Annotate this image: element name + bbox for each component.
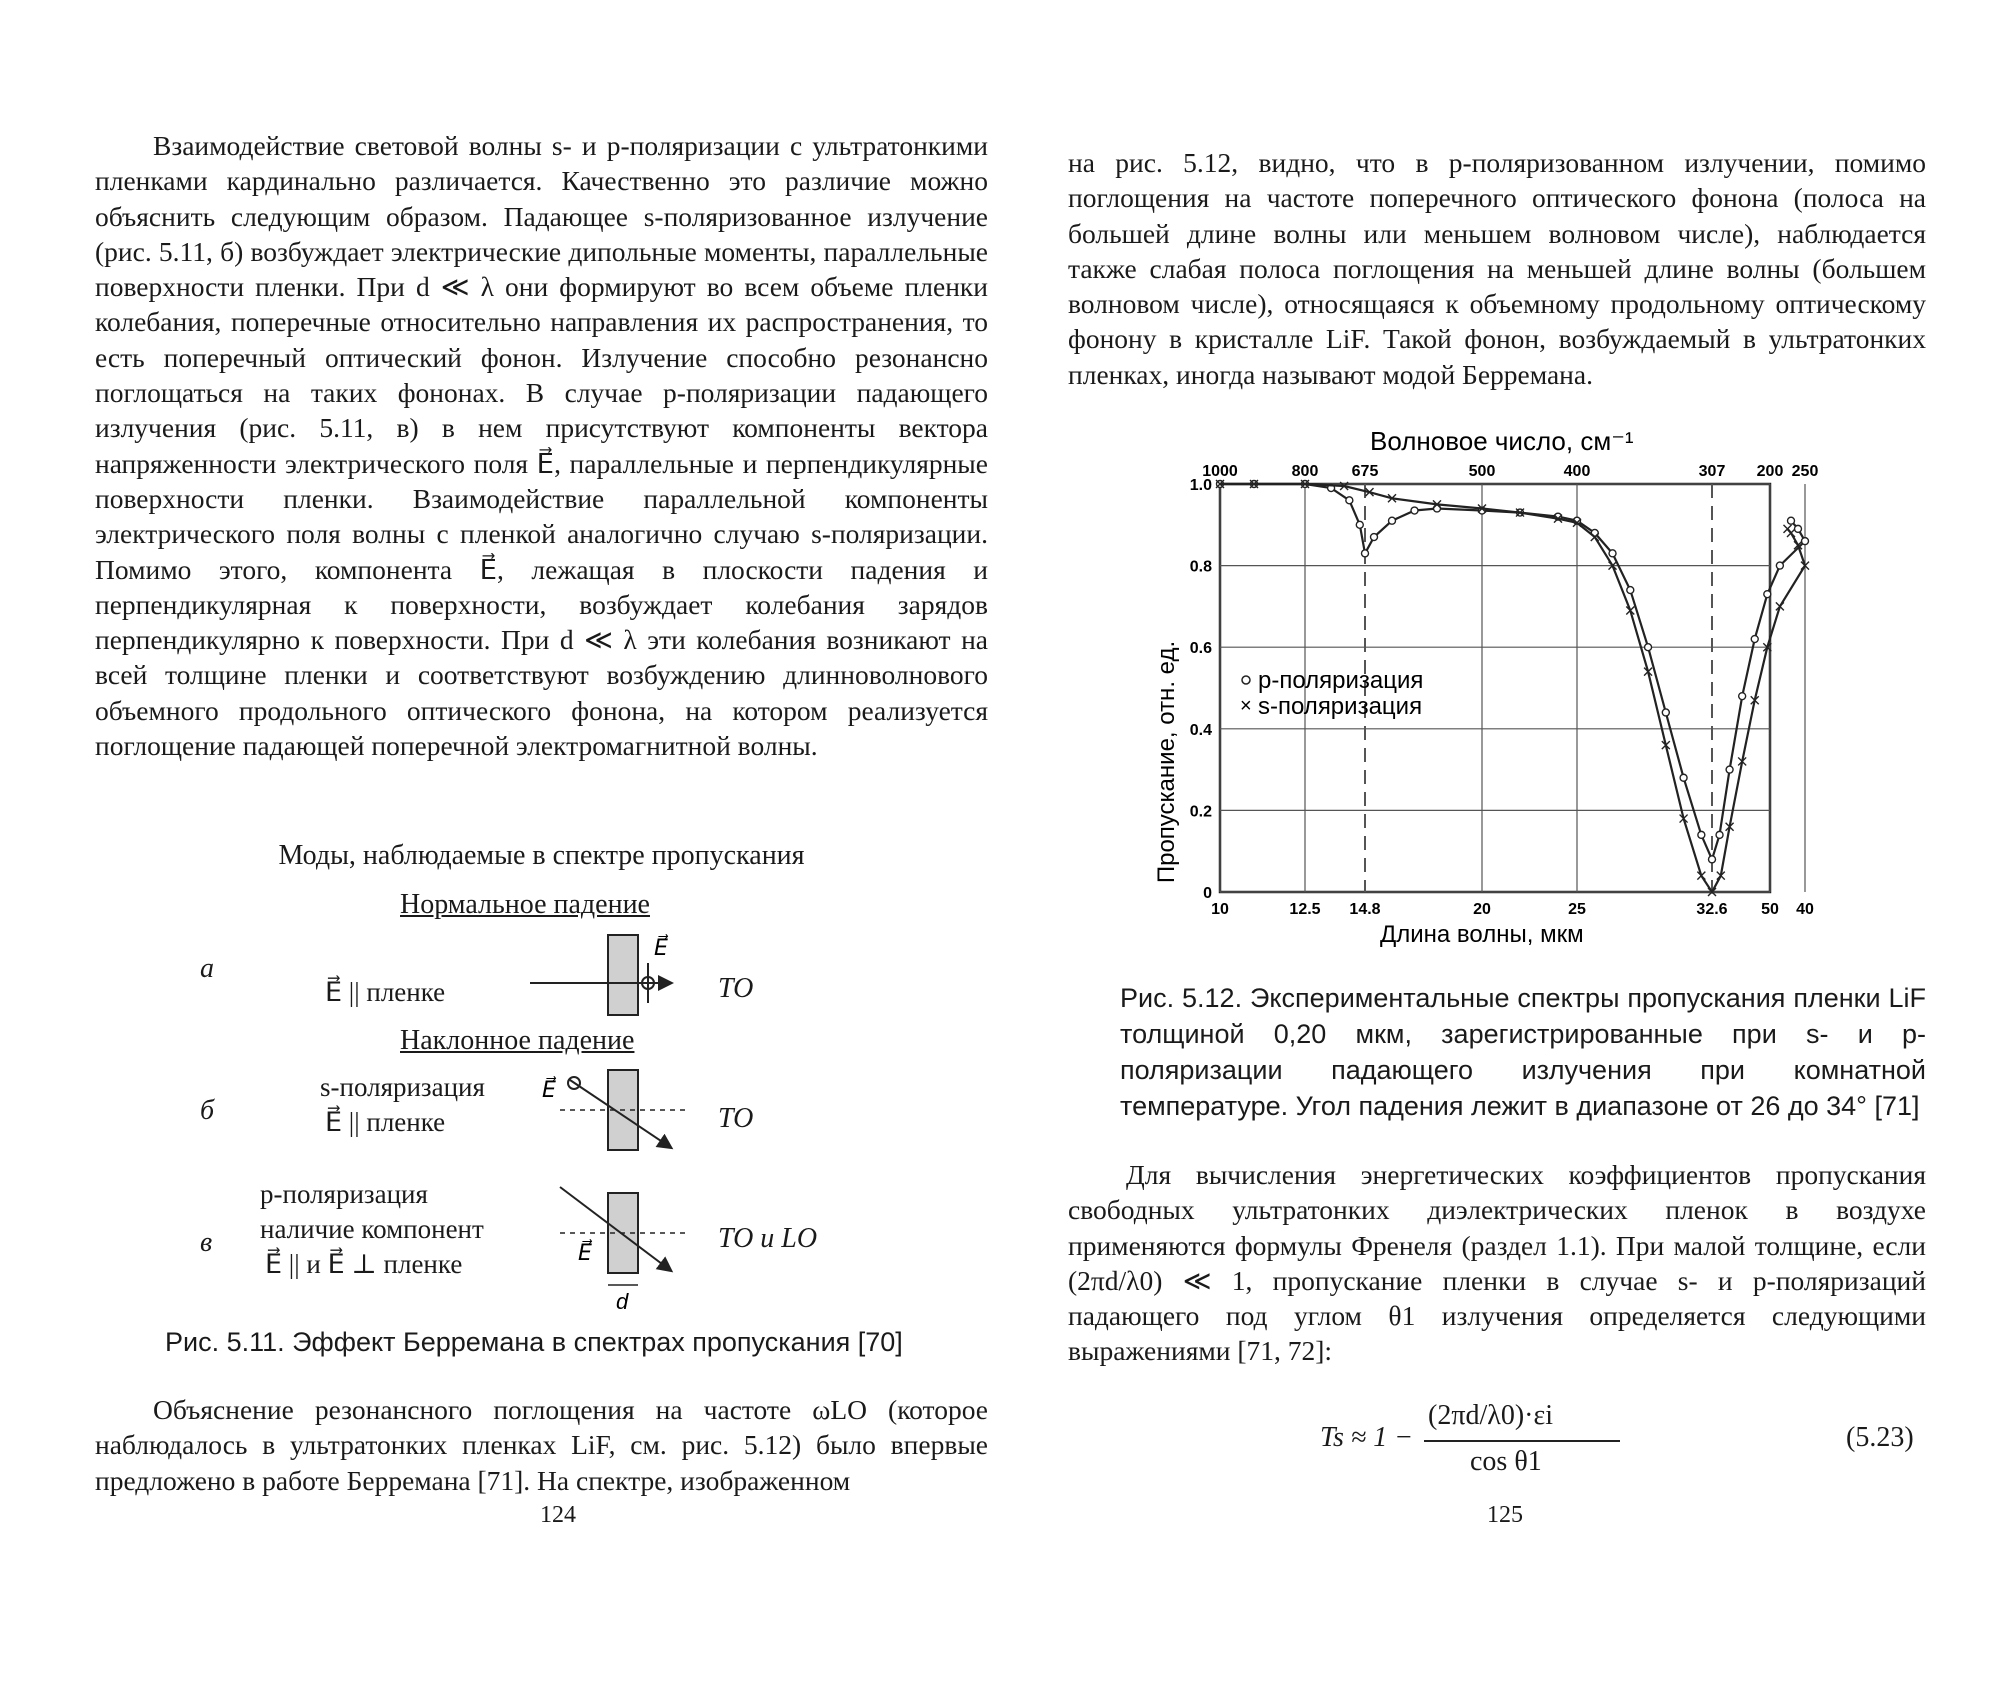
mode-a-letter: а <box>200 953 214 984</box>
figure-5-12-chart <box>1140 422 1819 952</box>
series-p-point <box>1680 774 1687 781</box>
formula-denominator: cos θ1 <box>1470 1446 1542 1477</box>
series-p-point <box>1389 517 1396 524</box>
formula-number: (5.23) <box>1846 1422 1914 1453</box>
chart-legend <box>1240 667 1423 720</box>
series-p-point <box>1788 517 1795 524</box>
left-paragraph-2: Объяснение резонансного поглощения на частоте ωLO (которое наблюдалось в ультратонких пленках LiF, см. рис. 5.12) было впервые предложено в работе Берремана [71]. На спектре, изображенном <box>95 1394 988 1496</box>
x-tick-label: 50 <box>1761 901 1779 918</box>
mode-b-label-1: s-поляризация <box>320 1072 485 1102</box>
top-tick-label: 307 <box>1698 463 1726 480</box>
mode-c-label-1: p-поляризация <box>260 1179 428 1209</box>
x-tick-label: 20 <box>1473 901 1491 918</box>
normal-incidence-heading: Нормальное падение <box>400 889 650 920</box>
mode-b-label-2: E⃗ || пленке <box>325 1107 446 1137</box>
top-tick-label: 675 <box>1351 463 1379 480</box>
mode-a-result: TO <box>718 973 754 1004</box>
series-p-point <box>1739 693 1746 700</box>
chart-title: Волновое число, см⁻¹ <box>1370 426 1634 456</box>
top-tick-label: 1000 <box>1202 463 1238 480</box>
right-paragraph-1: на рис. 5.12, видно, что в p-поляризованном излучении, помимо поглощения на частоте поперечного оптического фонона (полоса на большей длине волны или меньшем волновом числе), наблюдается также слабая полоса поглощения на меньшей длине волны (большем волновом числе), относящаяся к объемному продольному оптическому фонону в кристалле LiF. Такой фонон, возбуждаемый в ультратонких пленках, иногда называют модой Берремана. <box>1068 147 1926 390</box>
figure-5-11-title: Моды, наблюдаемые в спектре пропускания <box>278 840 805 871</box>
mode-c-label-2: наличие компонент <box>260 1214 484 1244</box>
y-tick-label: 0.8 <box>1189 558 1212 576</box>
series-p-point <box>1362 550 1369 557</box>
e-label-b: E⃗ <box>542 1077 556 1102</box>
formula-lhs: Ts ≈ 1 − <box>1320 1422 1414 1453</box>
series-p-point <box>1346 497 1353 504</box>
top-tick-label: 500 <box>1468 463 1496 480</box>
top-tick-label: 400 <box>1563 463 1591 480</box>
berreman-diagram <box>530 925 710 1325</box>
y-tick-label: 1.0 <box>1189 477 1212 494</box>
formula-5-23 <box>1320 1400 1926 1490</box>
e-label-c: E⃗ <box>578 1240 592 1265</box>
y-tick-label: 0.2 <box>1189 803 1212 821</box>
series-p-point <box>1627 587 1634 594</box>
series-s-point <box>1784 525 1792 533</box>
formula-numerator: (2πd/λ0)·εi <box>1428 1400 1554 1431</box>
figure-5-12-caption: Рис. 5.12. Экспериментальные спектры пропускания пленки LiF толщиной 0,20 мкм, зарегистрированные при s- и p-поляризации падающего излучения при комнатной температуре. Угол падения лежит в диапазоне от 26 до 34° [71] <box>1120 983 1926 1121</box>
formula-fraction-bar <box>1424 1440 1620 1442</box>
page-number-right: 125 <box>1487 1502 1523 1528</box>
chart-ylabel: Пропускание, отн. ед. <box>1153 640 1180 884</box>
series-p-point <box>1709 856 1716 863</box>
mode-c-label-3: E⃗ || и E⃗ ⊥ пленке <box>265 1249 463 1279</box>
top-tick-label: 250 <box>1791 463 1819 480</box>
y-tick-label: 0.6 <box>1189 640 1212 658</box>
series-p-point <box>1609 550 1616 557</box>
mode-b-letter: б <box>200 1095 215 1126</box>
series-p-point <box>1802 538 1809 545</box>
x-tick-label: 14.8 <box>1349 901 1381 918</box>
x-tick-label: 12.5 <box>1289 901 1321 918</box>
mode-a-label: E⃗ || пленке <box>325 977 446 1007</box>
x-tick-label: 25 <box>1568 901 1586 918</box>
x-tick-label: 40 <box>1796 901 1814 918</box>
series-p-point <box>1411 507 1418 514</box>
series-p-point <box>1716 831 1723 838</box>
figure-5-11 <box>150 885 950 1325</box>
legend-s: s-поляризация <box>1258 693 1423 720</box>
legend-p: p-поляризация <box>1258 667 1424 694</box>
x-tick-label: 32.6 <box>1696 901 1728 918</box>
x-tick-label: 10 <box>1211 901 1229 918</box>
figure-5-11-caption: Рис. 5.11. Эффект Берремана в спектрах пропускания [70] <box>165 1327 903 1357</box>
mode-c-result: TO и LO <box>718 1223 818 1254</box>
mode-b-result: TO <box>718 1103 754 1134</box>
series-p-point <box>1662 709 1669 716</box>
series-p-point <box>1764 591 1771 598</box>
top-tick-label: 800 <box>1291 463 1319 480</box>
series-p-point <box>1356 521 1363 528</box>
series-p-point <box>1726 766 1733 773</box>
mode-c-letter: в <box>200 1227 213 1258</box>
series-p-point <box>1371 534 1378 541</box>
d-label: d <box>616 1289 629 1314</box>
top-tick-label: 200 <box>1756 463 1784 480</box>
legend-p-marker <box>1242 676 1250 684</box>
series-p-point <box>1645 644 1652 651</box>
series-p-point <box>1795 525 1802 532</box>
y-tick-label: 0 <box>1203 885 1212 902</box>
series-p-point <box>1698 831 1705 838</box>
page-number-left: 124 <box>540 1502 576 1528</box>
left-paragraph-1: Взаимодействие световой волны s- и p-поляризации с ультратонкими пленками кардинально различается. Качественно это различие можно объяснить следующим образом. Падающее s-поляризованное излучение (рис. 5.11, б) возбуждает электрические дипольные моменты, параллельные поверхности пленки. При d ≪ λ они формируют во всем объеме пленки колебания, поперечные относительно направления их распространения, то есть поперечный оптический фонон. Излучение способно резонансно поглощаться на таких фононах. В случае p-поляризации падающего излучения (рис. 5.11, в) в нем присутствуют компоненты вектора напряженности электрического поля E⃗, параллельные и перпендикулярные поверхности пленки. Взаимодействие параллельной компоненты электрического поля волны с пленкой аналогично случаю s-поляризации. Помимо этого, компонента E⃗, лежащая в плоскости падения и перпендикулярная к поверхности, возбуждает колебания зарядов перпендикулярно к поверхности. При d ≪ λ эти колебания возникают на всей толщине пленки и соответствуют возбуждению длинноволнового объемного продольного оптического фонона, на котором реализуется поглощение падающей поперечной электромагнитной волны. <box>95 130 988 762</box>
oblique-incidence-heading: Наклонное падение <box>400 1025 635 1056</box>
film-a <box>608 935 638 1015</box>
e-label-a: E⃗ <box>654 935 668 960</box>
legend-s-marker: × <box>1240 695 1252 717</box>
transmission-chart <box>1140 422 1819 952</box>
chart-xlabel: Длина волны, мкм <box>1380 921 1584 948</box>
y-tick-label: 0.4 <box>1189 721 1212 739</box>
right-paragraph-2: Для вычисления энергетических коэффициентов пропускания свободных ультратонких диэлектрических пленок в воздухе применяются формулы Френеля (раздел 1.1). При малой толщине, если (2πd/λ0) ≪ 1, пропускание пленки в случае s- и p-поляризаций падающего под углом θ1 излучения определяется следующими выражениями [71, 72]: <box>1068 1159 1926 1367</box>
series-p-point <box>1751 636 1758 643</box>
series-p-point <box>1776 562 1783 569</box>
